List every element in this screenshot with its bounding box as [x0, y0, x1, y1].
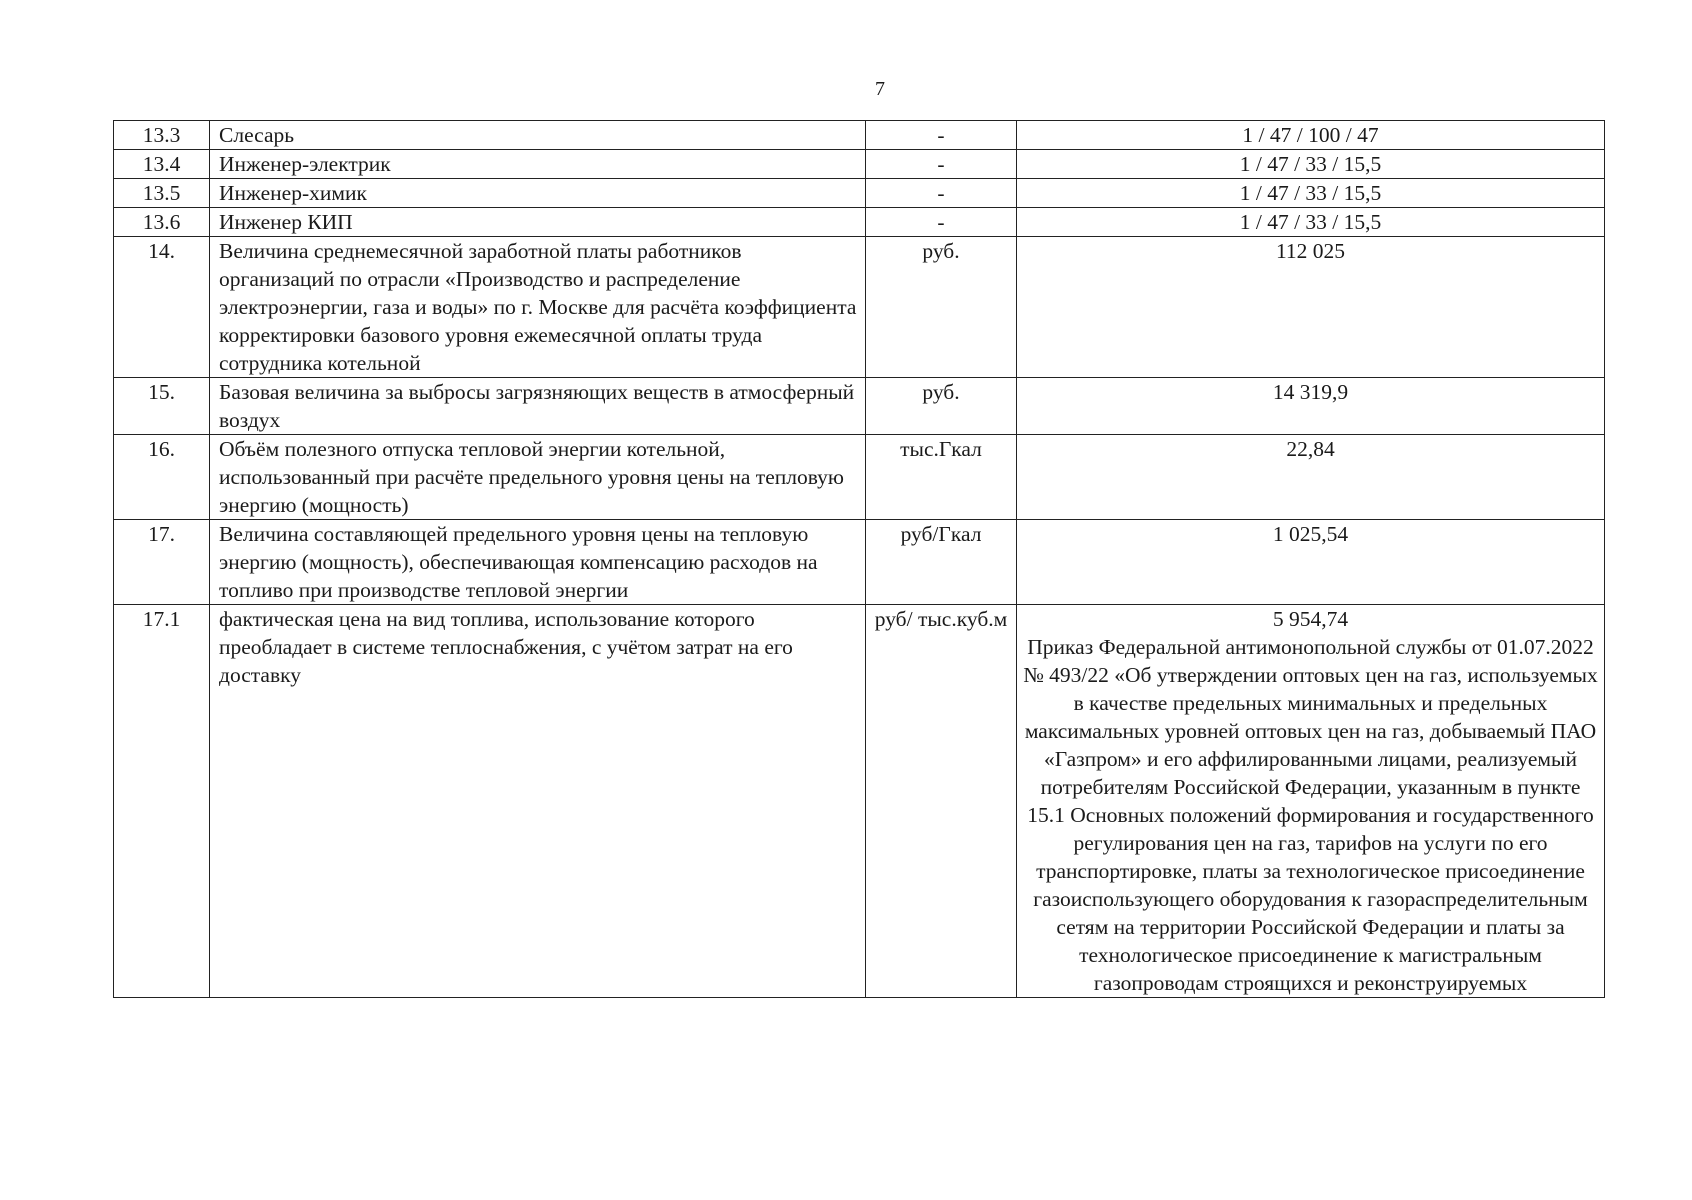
- row-unit: -: [866, 121, 1017, 150]
- tariff-parameters-table: [113, 120, 1605, 998]
- row-number: 17.1: [114, 605, 210, 998]
- row-number: 13.4: [114, 150, 210, 179]
- row-name: Величина составляющей предельного уровня цены на тепловую энергию (мощность), обеспечивающая компенсацию расходов на топливо при производстве тепловой энергии: [210, 520, 866, 605]
- table-row: [114, 237, 1605, 378]
- row-unit: руб/ тыс.куб.м: [866, 605, 1017, 998]
- row-value: 1 / 47 / 100 / 47: [1017, 121, 1605, 150]
- row-value: 1 025,54: [1017, 520, 1605, 605]
- row-name: Базовая величина за выбросы загрязняющих веществ в атмосферный воздух: [210, 378, 866, 435]
- row-name: Инженер-электрик: [210, 150, 866, 179]
- row-unit: руб/Гкал: [866, 520, 1017, 605]
- row-number: 16.: [114, 435, 210, 520]
- legal-reference-note: Приказ Федеральной антимонопольной службы от 01.07.2022 № 493/22 «Об утверждении оптовых цен на газ, используемых в качестве предельных минимальных и предельных максимальных уровней оптовых цен на газ, добываемый ПАО «Газпром» и его аффилированными лицами, реализуемый потребителям Российской Федерации, указанным в пункте 15.1 Основных положений формирования и государственного регулирования цен на газ, тарифов на услуги по его транспортировке, платы за технологическое присоединение газоиспользующего оборудования к газораспределительным сетям на территории Российской Федерации и платы за технологическое присоединение к магистральным газопроводам строящихся и реконструируемых: [1023, 635, 1598, 995]
- table-row: [114, 179, 1605, 208]
- row-value: 1 / 47 / 33 / 15,5: [1017, 208, 1605, 237]
- row-number: 17.: [114, 520, 210, 605]
- row-unit: руб.: [866, 378, 1017, 435]
- page-number: 7: [875, 78, 885, 100]
- row-unit: руб.: [866, 237, 1017, 378]
- row-unit: -: [866, 208, 1017, 237]
- row-name: Инженер КИП: [210, 208, 866, 237]
- row-name: Объём полезного отпуска тепловой энергии котельной, использованный при расчёте предельного уровня цены на тепловую энергию (мощность): [210, 435, 866, 520]
- table-row: [114, 435, 1605, 520]
- row-value: 1 / 47 / 33 / 15,5: [1017, 150, 1605, 179]
- row-value: 1 / 47 / 33 / 15,5: [1017, 179, 1605, 208]
- row-value-with-note: [1017, 605, 1605, 998]
- row-number: 15.: [114, 378, 210, 435]
- row-value: 22,84: [1017, 435, 1605, 520]
- row-name: Инженер-химик: [210, 179, 866, 208]
- row-value: 14 319,9: [1017, 378, 1605, 435]
- row-value: 5 954,74: [1272, 607, 1349, 631]
- row-number: 13.5: [114, 179, 210, 208]
- row-number: 14.: [114, 237, 210, 378]
- row-number: 13.6: [114, 208, 210, 237]
- table-row: [114, 208, 1605, 237]
- table-row: [114, 150, 1605, 179]
- table-row: [114, 605, 1605, 998]
- row-name: Величина среднемесячной заработной платы работников организаций по отрасли «Производство и распределение электроэнергии, газа и воды» по г. Москве для расчёта коэффициента корректировки базового уровня ежемесячной оплаты труда сотрудника котельной: [210, 237, 866, 378]
- table-row: [114, 520, 1605, 605]
- row-unit: -: [866, 179, 1017, 208]
- row-name: Слесарь: [210, 121, 866, 150]
- row-value: 112 025: [1017, 237, 1605, 378]
- row-unit: -: [866, 150, 1017, 179]
- table-row: [114, 121, 1605, 150]
- row-number: 13.3: [114, 121, 210, 150]
- row-name: фактическая цена на вид топлива, использование которого преобладает в системе теплоснабжения, с учётом затрат на его доставку: [210, 605, 866, 998]
- table-row: [114, 378, 1605, 435]
- row-unit: тыс.Гкал: [866, 435, 1017, 520]
